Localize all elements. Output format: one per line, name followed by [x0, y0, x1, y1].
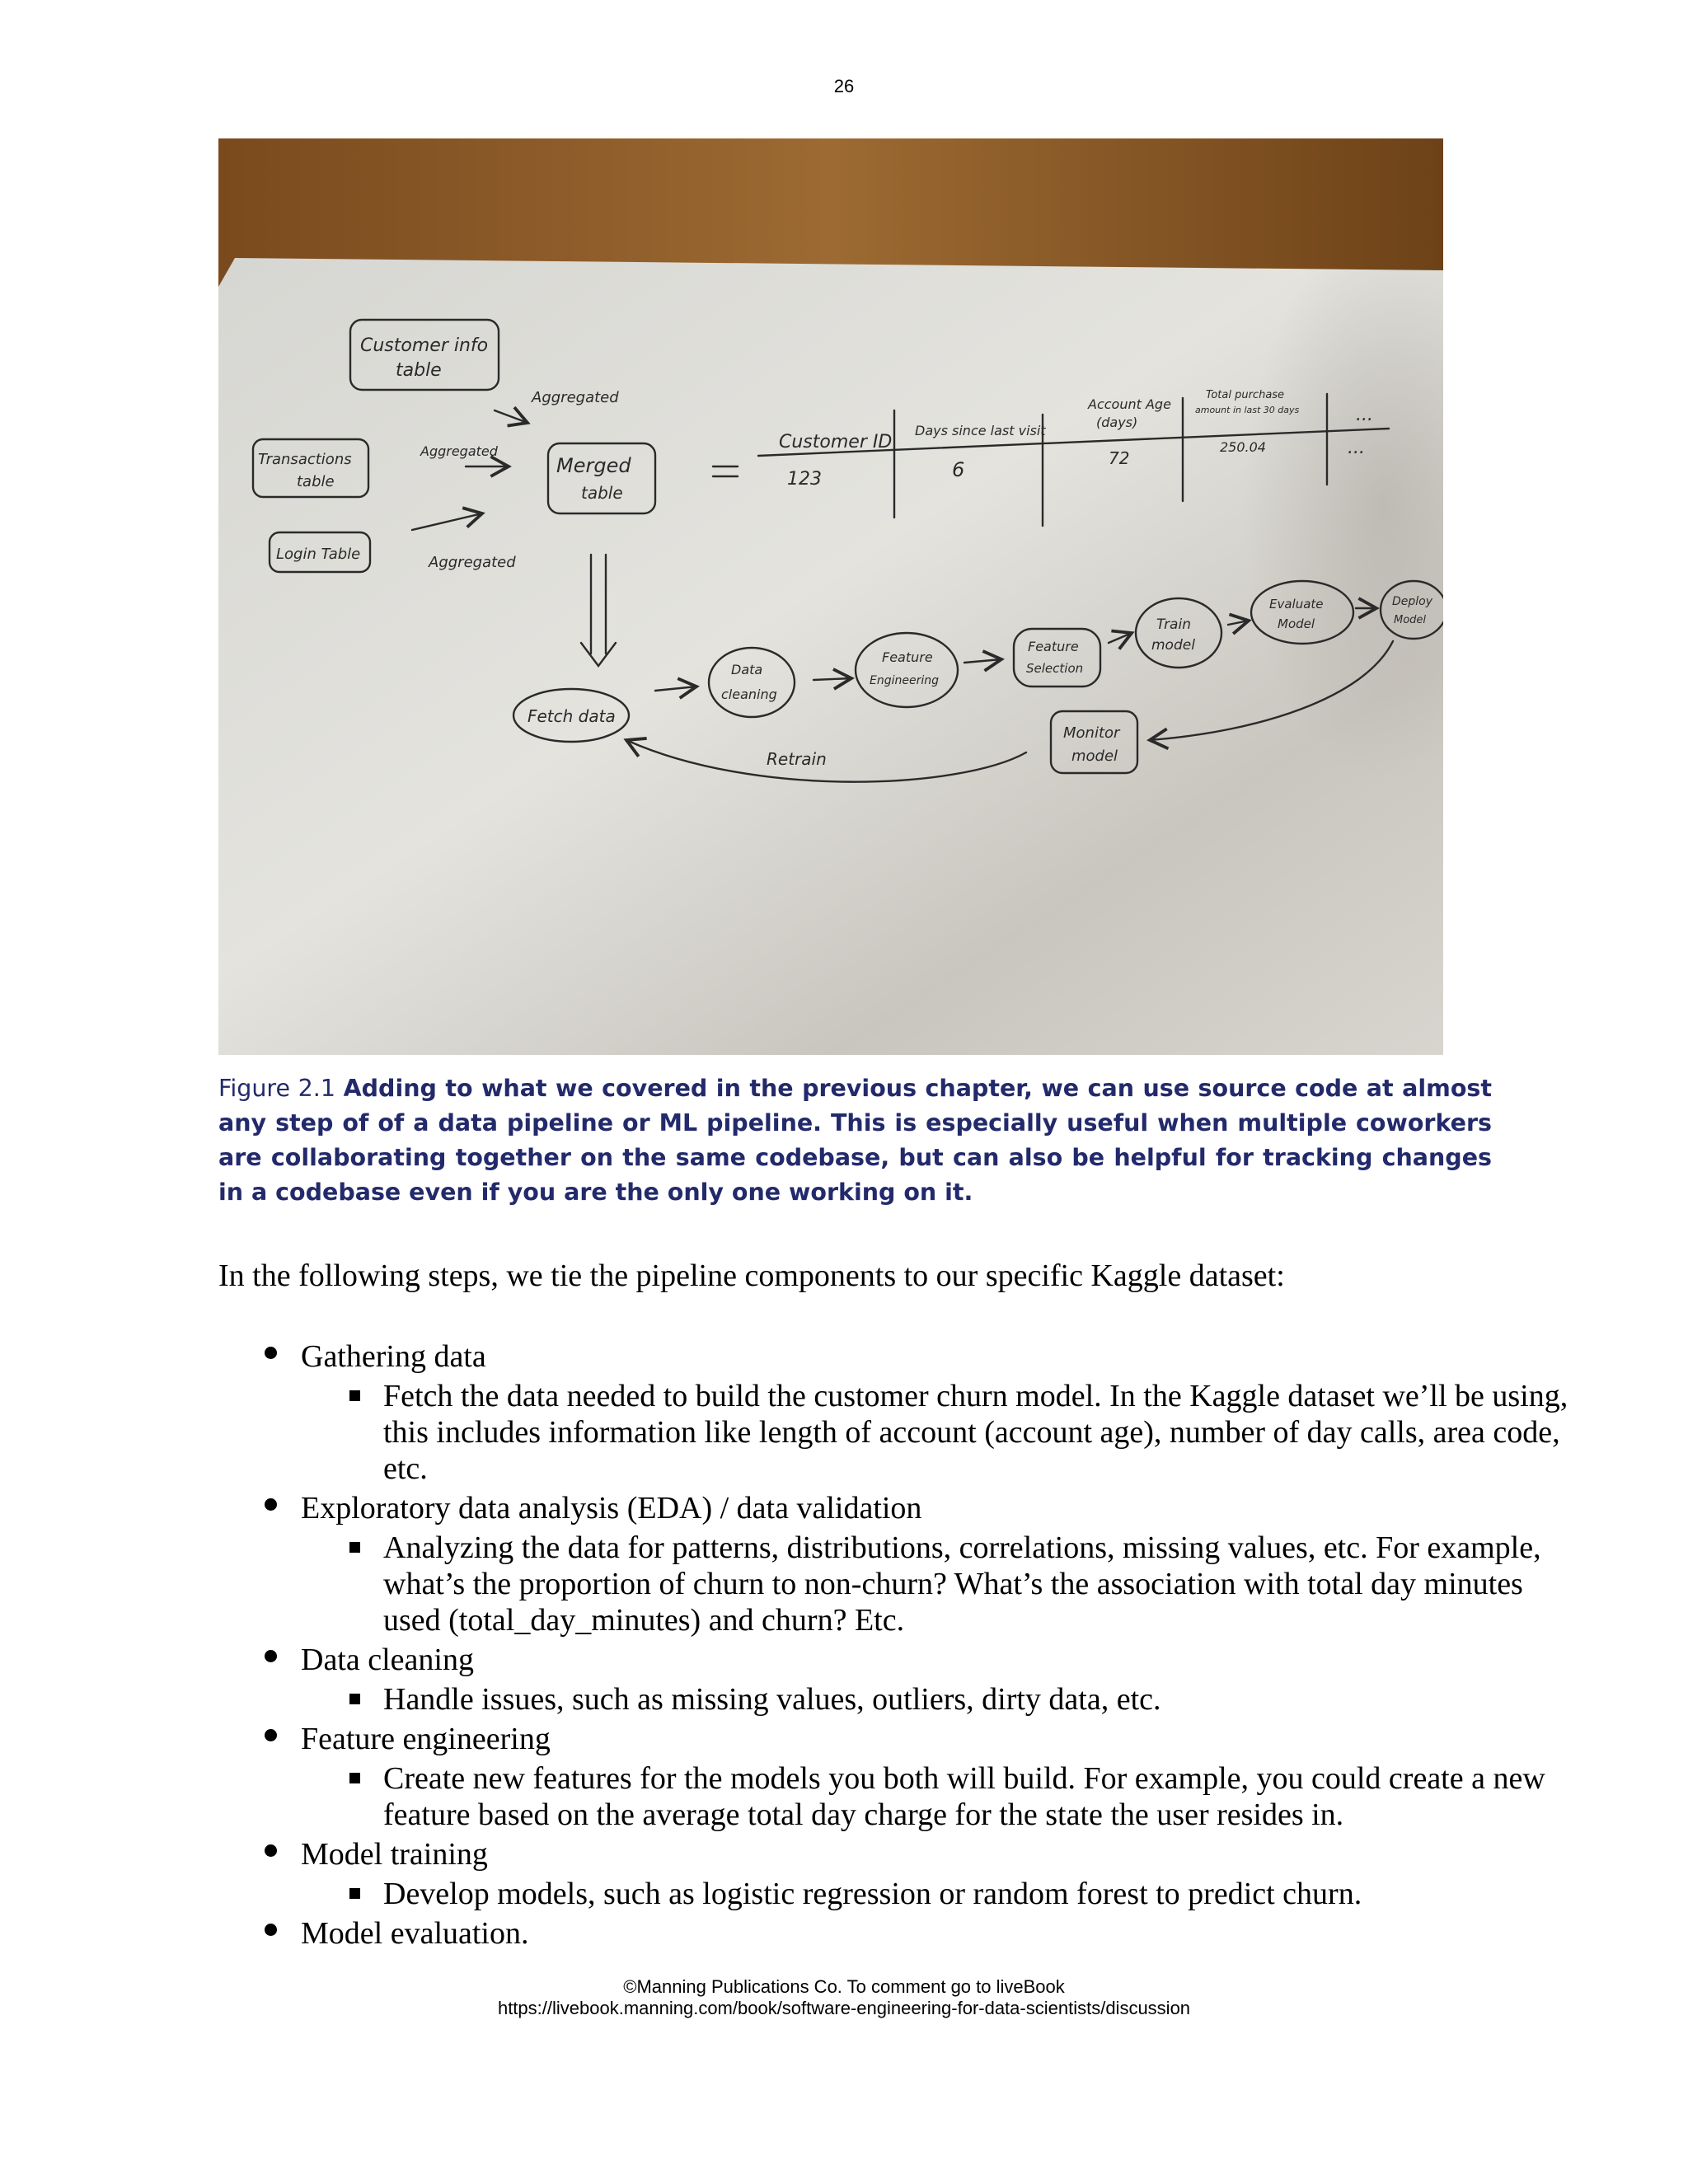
step-detail	[383, 1760, 1570, 1833]
paper-shadow	[1043, 270, 1443, 1055]
step-label: Model training	[301, 1837, 488, 1872]
step-detail	[383, 1681, 1570, 1718]
photo-label-data-cleaning: Data	[731, 662, 763, 677]
square-bullet-icon	[349, 1390, 360, 1401]
square-bullet-icon	[349, 1888, 360, 1899]
list-item	[218, 1335, 1570, 1487]
square-bullet-icon	[349, 1694, 360, 1704]
pipeline-sketch-photo	[218, 138, 1443, 1055]
photo-label-train: Train	[1156, 616, 1191, 633]
photo-label-train-2: model	[1151, 637, 1195, 654]
photo-label-customer-id: Customer ID	[779, 432, 893, 452]
pipeline-sketch	[218, 138, 1443, 1055]
photo-label-transactions: Transactions	[258, 451, 352, 468]
photo-ellipsis-1: ...	[1356, 405, 1373, 425]
step-label: Model evaluation.	[301, 1916, 529, 1951]
bullet-icon	[265, 1844, 277, 1857]
photo-label-evaluate-2: Model	[1278, 616, 1315, 631]
step-detail-text: Develop models, such as logistic regression or random forest to predict churn.	[383, 1877, 1362, 1911]
footer-copyright: ©Manning Publications Co. To comment go to liveBook	[623, 1976, 1065, 1997]
photo-value-customer-id: 123	[787, 469, 822, 490]
figure-caption	[218, 1071, 1492, 1210]
step-label: Feature engineering	[301, 1722, 551, 1756]
step-detail	[383, 1378, 1570, 1487]
photo-label-customer-info-2: table	[396, 360, 442, 381]
step-detail-text: Create new features for the models you both will build. For example, you could create a new feature based on the average total day charge for the state the user resides in.	[383, 1761, 1545, 1832]
step-detail-text: Analyzing the data for patterns, distributions, correlations, missing values, etc. For example, what’s the proportion of churn to non-churn? What’s the association with total day minutes used (total_day_minutes) and churn? Etc.	[383, 1530, 1541, 1638]
photo-label-retrain: Retrain	[767, 749, 827, 769]
list-item	[218, 1638, 1570, 1718]
photo-label-feature-eng: Feature	[882, 649, 933, 665]
bullet-icon	[265, 1650, 277, 1662]
bullet-icon	[265, 1498, 277, 1511]
photo-label-total-purchase-2: amount in last 30 days	[1195, 405, 1300, 415]
photo-label-monitor: Monitor	[1063, 724, 1120, 742]
photo-value-days-since: 6	[952, 458, 965, 481]
photo-label-merged-2: table	[581, 483, 623, 503]
bullet-icon	[265, 1924, 277, 1936]
photo-label-login: Login Table	[276, 546, 361, 563]
photo-label-account-age-2: (days)	[1096, 415, 1138, 430]
photo-value-account-age: 72	[1109, 448, 1130, 468]
bullet-icon	[265, 1729, 277, 1741]
list-item	[218, 1487, 1570, 1638]
list-item	[218, 1718, 1570, 1833]
figure-caption-text: Adding to what we covered in the previous chapter, we can use source code at almost any step of of a data pipeline or ML pipeline. This is especially useful when multiple coworkers are collaborating together on the same codebase, but can also be helpful for tracking changes in a codebase even if you are the only one working on it.	[218, 1075, 1493, 1206]
photo-label-deploy-2: Model	[1394, 614, 1427, 626]
photo-label-aggregated-3: Aggregated	[429, 554, 516, 571]
photo-label-evaluate: Evaluate	[1269, 597, 1324, 612]
footer	[0, 1976, 1688, 2019]
photo-ellipsis-2: ...	[1348, 438, 1365, 458]
photo-label-customer-info: Customer info	[360, 335, 489, 356]
step-detail-text: Handle issues, such as missing values, outliers, dirty data, etc.	[383, 1682, 1161, 1717]
step-detail	[383, 1876, 1570, 1912]
photo-label-aggregated-2: Aggregated	[420, 443, 498, 459]
photo-label-aggregated-1: Aggregated	[532, 389, 619, 406]
photo-label-feature-eng-2: Engineering	[870, 674, 939, 687]
step-detail-text: Fetch the data needed to build the customer churn model. In the Kaggle dataset we’ll be using, this includes information like length of account (account age), number of day calls, area code, etc.	[383, 1379, 1568, 1486]
step-label: Exploratory data analysis (EDA) / data validation	[301, 1491, 922, 1526]
footer-url[interactable]: https://livebook.manning.com/book/software-engineering-for-data-scientists/discussion	[497, 1998, 1191, 2018]
intro-paragraph: In the following steps, we tie the pipeline components to our specific Kaggle dataset:	[218, 1258, 1285, 1293]
figure-caption-label: Figure 2.1	[218, 1075, 335, 1102]
list-item	[218, 1912, 1570, 1955]
photo-value-total-purchase: 250.04	[1220, 439, 1266, 455]
pipeline-steps-list	[218, 1335, 1570, 1955]
bullet-icon	[265, 1347, 277, 1359]
photo-label-feature-sel-2: Selection	[1026, 661, 1084, 676]
step-detail	[383, 1530, 1570, 1638]
photo-label-monitor-2: model	[1071, 748, 1118, 765]
photo-label-deploy: Deploy	[1392, 595, 1433, 608]
photo-label-merged: Merged	[556, 454, 631, 477]
photo-label-transactions-2: table	[297, 473, 335, 490]
square-bullet-icon	[349, 1773, 360, 1783]
step-label: Data cleaning	[301, 1643, 474, 1677]
square-bullet-icon	[349, 1542, 360, 1553]
photo-label-total-purchase: Total purchase	[1206, 389, 1285, 401]
photo-label-account-age: Account Age	[1088, 396, 1171, 412]
photo-label-fetch-data: Fetch data	[528, 706, 616, 726]
page-number: 26	[833, 76, 855, 96]
photo-label-data-cleaning-2: cleaning	[721, 687, 777, 702]
photo-label-feature-sel: Feature	[1028, 639, 1079, 654]
photo-label-days-since: Days since last visit	[915, 423, 1046, 438]
step-label: Gathering data	[301, 1339, 486, 1374]
list-item	[218, 1833, 1570, 1912]
